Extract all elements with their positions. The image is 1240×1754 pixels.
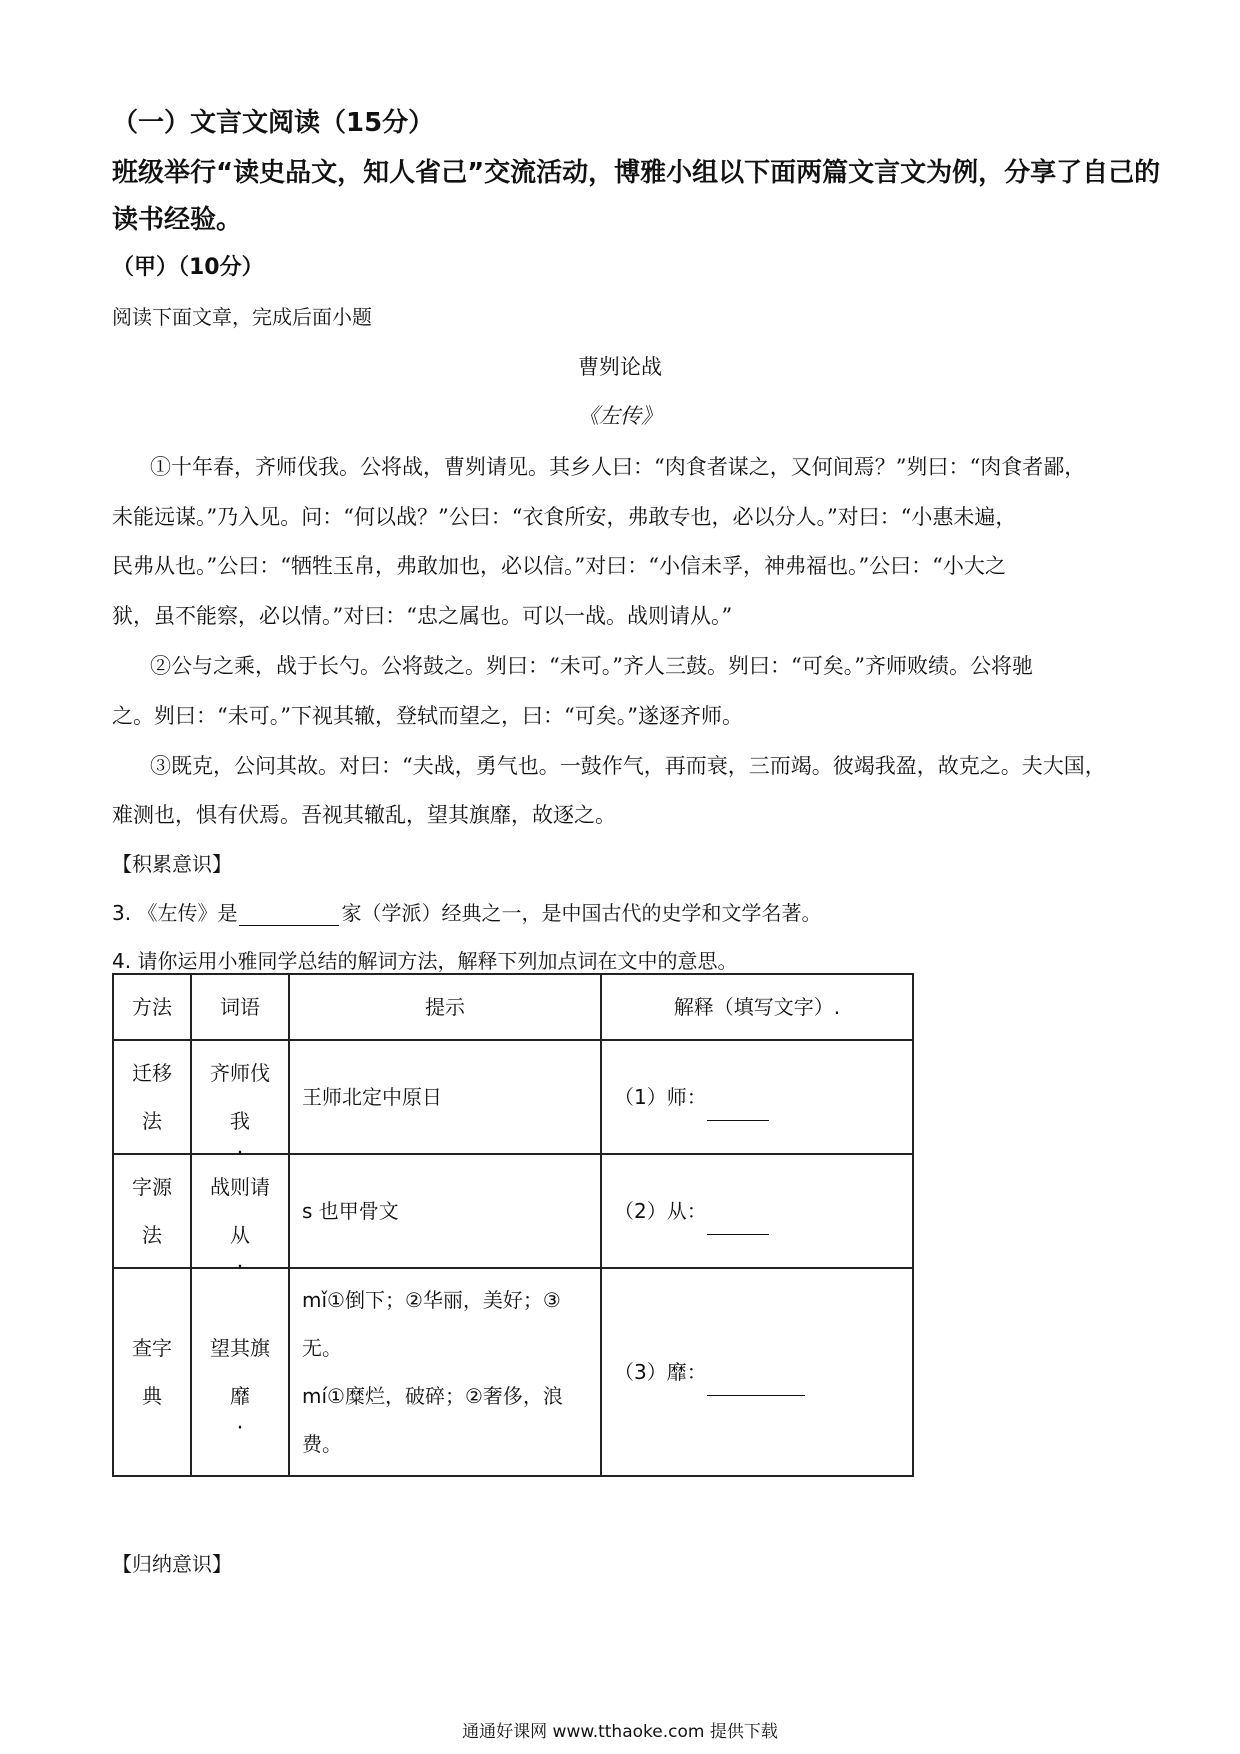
question-3-blank[interactable] [239,905,339,926]
method-text: 法 [142,1109,162,1133]
word-cell [191,1040,289,1154]
word-cell [191,1268,289,1476]
method-cell [113,1268,191,1476]
answer-label: （2）从： [614,1199,707,1223]
passage-line: 狱，虽不能察，必以情。”对曰：“忠之属也。可以一战。战则请从。” [112,604,733,628]
answer-cell [601,1040,913,1154]
hint-cell: s 也甲骨文 [289,1154,601,1268]
question-3 [112,897,821,926]
header-method: 方法 [113,974,191,1040]
hint-line: 无。 [302,1336,342,1360]
passage-line: 之。刿曰：“未可。”下视其辙，登轼而望之，曰：“可矣。”遂逐齐师。 [112,704,743,728]
passage-line: 民弗从也。”公曰：“牺牲玉帛，弗敢加也，必以信。”对曰：“小信未孚，神弗福也。”公曰：“小大之 [112,554,1006,578]
table-row [113,1154,913,1268]
sub-heading: （甲）（10分） [112,255,264,280]
dotted-word: 我 [230,1109,250,1133]
table-row [113,1040,913,1154]
method-text: 迁移 [132,1061,172,1085]
dotted-word: 从 [230,1223,250,1247]
header-explanation: 解释（填写文字）. [601,974,913,1040]
passage-title: 曹刿论战 [578,355,662,379]
hint-cell: 王师北定中原日 [289,1040,601,1154]
passage-line: 未能远谋。”乃入见。问：“何以战？”公曰：“衣食所安，弗敢专也，必以分人。”对曰：“小惠未遍， [112,505,1017,529]
word-text: 望其旗 [210,1336,270,1360]
header-word: 词语 [191,974,289,1040]
page-footer: 通通好课网 www.tthaoke.com 提供下载 [462,1722,778,1742]
word-text: 战则请 [210,1175,270,1199]
accumulation-tag: 【积累意识】 [112,852,232,876]
hint-line: mǐ①倒下；②华丽，美好；③ [302,1288,561,1312]
hint-cell [289,1268,601,1476]
passage-line: ③既克，公问其故。对曰：“夫战，勇气也。一鼓作气，再而衰，三而竭。彼竭我盈，故克之。夫大国， [150,754,1106,778]
passage-line: ②公与之乘，战于长勺。公将鼓之。刿曰：“未可。”齐人三鼓。刿曰：“可矣。”齐师败绩。公将驰 [150,654,1033,678]
hint-line: 费。 [302,1432,342,1456]
intro-text-line-2: 读书经验。 [112,205,243,235]
passage-line: ①十年春，齐师伐我。公将战，曹刿请见。其乡人曰：“肉食者谋之，又何间焉？”刿曰：“肉食者鄙， [150,455,1086,479]
method-cell [113,1154,191,1268]
dotted-word: 靡 [230,1384,250,1408]
hint-line: mí①糜烂，破碎；②奢侈，浪 [302,1384,563,1408]
answer-cell [601,1268,913,1476]
question-3-text-before: 3. 《左传》是 [112,901,238,925]
passage-line: 难测也，惧有伏焉。吾视其辙乱，望其旗靡，故逐之。 [112,803,616,827]
answer-cell [601,1154,913,1268]
answer-blank[interactable] [707,1212,769,1235]
answer-blank[interactable] [707,1373,805,1396]
answer-blank[interactable] [707,1098,769,1121]
header-hint: 提示 [289,974,601,1040]
question-3-text-after: 家（学派）经典之一，是中国古代的史学和文学名著。 [341,901,822,925]
method-table [112,973,914,1477]
section-heading: （一）文言文阅读（15分） [112,108,435,138]
passage-source: 《左传》 [578,404,662,428]
method-cell [113,1040,191,1154]
answer-label: （3）靡： [614,1360,707,1384]
word-cell [191,1154,289,1268]
table-row [113,1268,913,1476]
method-text: 法 [142,1223,162,1247]
method-text: 字源 [132,1175,172,1199]
method-text: 查字 [132,1336,172,1360]
reading-instruction: 阅读下面文章，完成后面小题 [112,305,372,329]
question-4: 4. 请你运用小雅同学总结的解词方法，解释下列加点词在文中的意思。 [112,949,738,973]
answer-label: （1）师： [614,1085,707,1109]
table-header-row [113,974,913,1040]
method-text: 典 [142,1384,162,1408]
intro-text-line-1: 班级举行“读史品文，知人省己”交流活动，博雅小组以下面两篇文言文为例，分享了自己的 [112,158,1161,188]
induction-tag: 【归纳意识】 [112,1552,232,1576]
word-text: 齐师伐 [210,1061,270,1085]
